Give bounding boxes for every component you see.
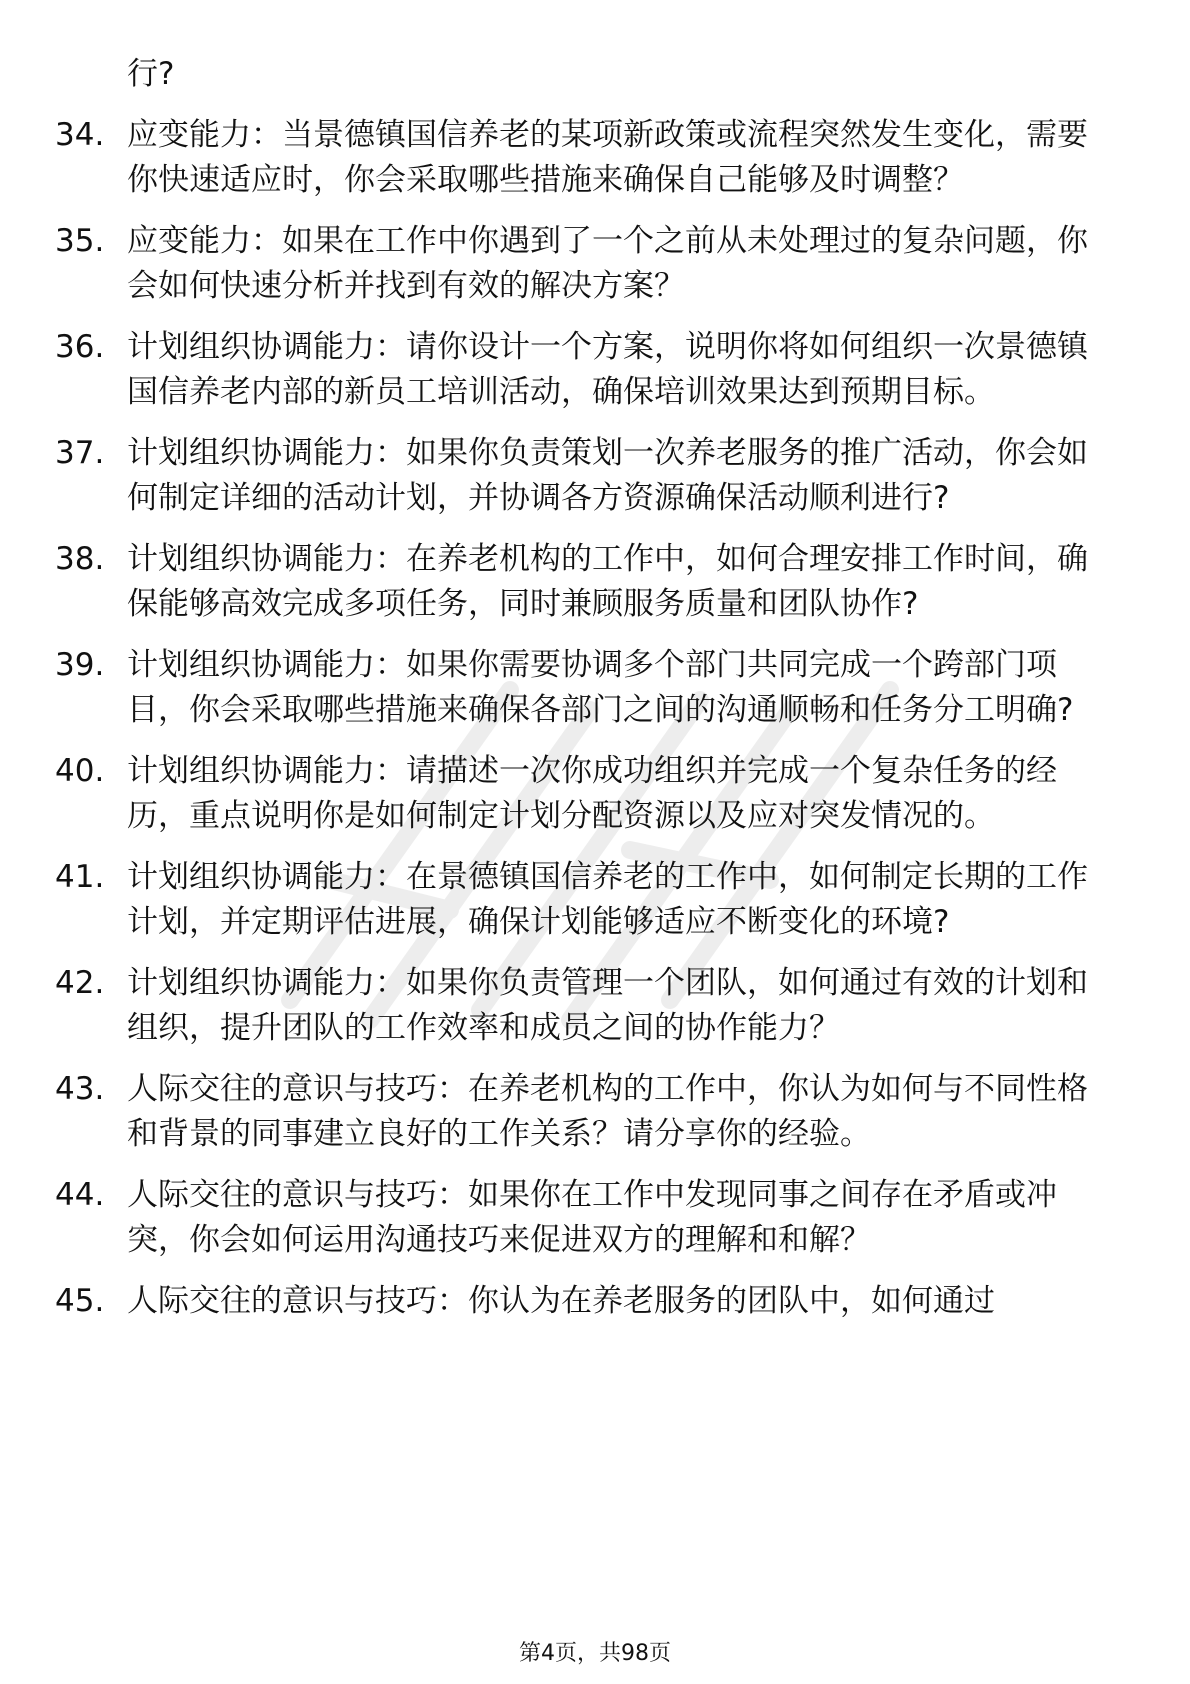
question-number: 39. bbox=[55, 647, 105, 683]
question-number: 36. bbox=[55, 329, 105, 365]
question-text: 计划组织协调能力：请描述一次你成功组织并完成一个复杂任务的经历，重点说明你是如何制定计划分配资源以及应对突发情况的。 bbox=[127, 753, 1057, 834]
question-number: 37. bbox=[55, 435, 105, 471]
question-text: 计划组织协调能力：请你设计一个方案，说明你将如何组织一次景德镇国信养老内部的新员工培训活动，确保培训效果达到预期目标。 bbox=[127, 329, 1088, 410]
list-item bbox=[55, 219, 1117, 309]
question-list bbox=[55, 52, 1117, 1324]
list-item bbox=[55, 537, 1117, 627]
question-text: 计划组织协调能力：在养老机构的工作中，如何合理安排工作时间，确保能够高效完成多项任务，同时兼顾服务质量和团队协作? bbox=[127, 541, 1088, 622]
question-number: 43. bbox=[55, 1071, 105, 1107]
question-number: 41. bbox=[55, 859, 105, 895]
question-text: 应变能力：当景德镇国信养老的某项新政策或流程突然发生变化，需要你快速适应时，你会采取哪些措施来确保自己能够及时调整？ bbox=[127, 117, 1088, 198]
list-item bbox=[55, 1173, 1117, 1263]
question-text: 应变能力：如果在工作中你遇到了一个之前从未处理过的复杂问题，你会如何快速分析并找到有效的解决方案？ bbox=[127, 223, 1088, 304]
page-footer: 第4页，共98页 bbox=[519, 1641, 671, 1666]
question-text: 人际交往的意识与技巧：如果你在工作中发现同事之间存在矛盾或冲突，你会如何运用沟通技巧来促进双方的理解和和解？ bbox=[127, 1177, 1057, 1258]
question-number: 34. bbox=[55, 117, 105, 153]
question-text: 行? bbox=[127, 56, 175, 92]
list-item bbox=[55, 325, 1117, 415]
list-item bbox=[55, 749, 1117, 839]
question-number: 44. bbox=[55, 1177, 105, 1213]
question-text: 计划组织协调能力：如果你负责管理一个团队，如何通过有效的计划和组织，提升团队的工作效率和成员之间的协作能力？ bbox=[127, 965, 1088, 1046]
list-item bbox=[55, 961, 1117, 1051]
list-item bbox=[55, 1067, 1117, 1157]
list-item bbox=[55, 855, 1117, 945]
question-number: 38. bbox=[55, 541, 105, 577]
list-item bbox=[55, 643, 1117, 733]
list-item bbox=[55, 1279, 1117, 1324]
question-text: 人际交往的意识与技巧：在养老机构的工作中，你认为如何与不同性格和背景的同事建立良好的工作关系？请分享你的经验。 bbox=[127, 1071, 1088, 1152]
question-text: 计划组织协调能力：如果你需要协调多个部门共同完成一个跨部门项目，你会采取哪些措施来确保各部门之间的沟通顺畅和任务分工明确? bbox=[127, 647, 1074, 728]
question-number: 45. bbox=[55, 1283, 105, 1319]
question-number: 40. bbox=[55, 753, 105, 789]
list-item bbox=[55, 431, 1117, 521]
question-number: 35. bbox=[55, 223, 105, 259]
question-text: 计划组织协调能力：如果你负责策划一次养老服务的推广活动，你会如何制定详细的活动计划，并协调各方资源确保活动顺利进行? bbox=[127, 435, 1088, 516]
list-item bbox=[127, 52, 1117, 97]
list-item bbox=[55, 113, 1117, 203]
question-text: 人际交往的意识与技巧：你认为在养老服务的团队中，如何通过 bbox=[127, 1283, 995, 1319]
question-number: 42. bbox=[55, 965, 105, 1001]
question-text: 计划组织协调能力：在景德镇国信养老的工作中，如何制定长期的工作计划，并定期评估进展，确保计划能够适应不断变化的环境? bbox=[127, 859, 1088, 940]
